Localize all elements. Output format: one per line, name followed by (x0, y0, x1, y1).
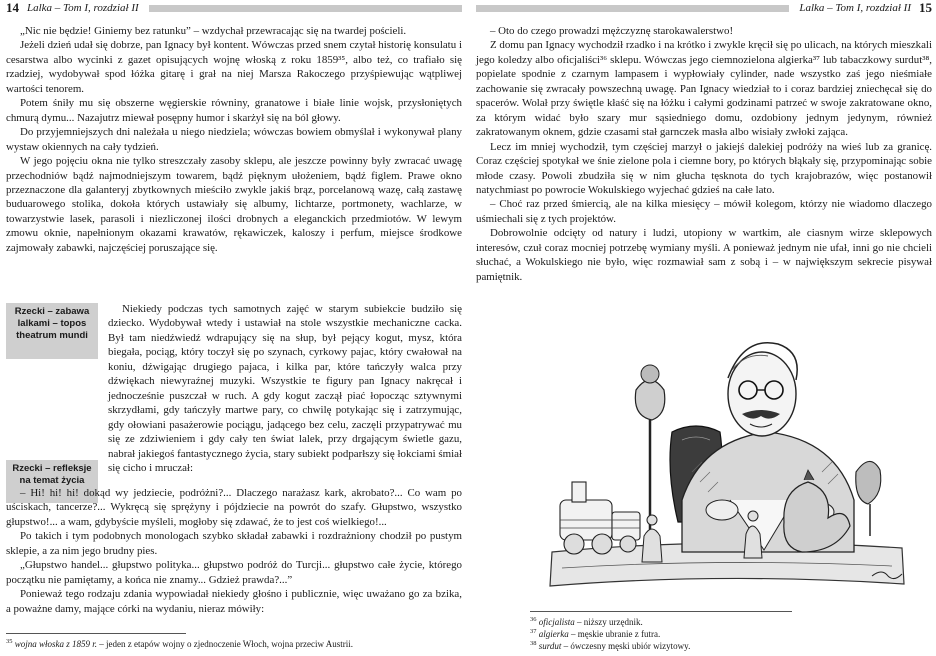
left-body-top (6, 24, 462, 255)
footnotes (530, 616, 930, 652)
paragraph: Z domu pan Ignacy wychodził rzadko i na krótko i zwykle kręcił się po ulicach, na których mieszkali jego koledzy albo oficjaliści³⁶ sklepu. Wówczas jego ciemnozielona algierka³⁷ lub tabaczkowy surdut³⁸, popielate spodnie z czarnym lampasem i wypłowiały cylinder, nade wszystko zaś jego nieśmiałe zachowanie się zwracały powszechną uwagę. Pan Ignacy wiedział to i coraz bardziej zniechęcał się do spacerów. Wolał przy świętle kłaść się na łóżku i całymi godzinami patrzeć w swoje zakratowane okno, za którym widać było szary mur sąsiedniego domu, ozdobiony jednym jedynym, również zakratowanym oknem, gdzie czasami stał garnczek masła albo wisiały zwłoki zająca. (476, 39, 932, 139)
paragraph: – Hi! hi! hi! dokąd wy jedziecie, podróżni?... Dlaczego narażasz kark, akrobato?... Co wam po uściskach, tancerze?... Wykręcą się sprężyny i pójdziecie na powrót do szafy. Głupstwo, wszystko głupstwo!... a wam, gdybyście myśleli, mogłoby się zdawać, że to jest coś wielkiego!... (6, 487, 462, 528)
left-running-head (6, 0, 462, 16)
paragraph: „Głupstwo handel... głupstwo polityka... głupstwo podróż do Turcji... głupstwo całe życie, którego początku nie pamiętamy, a końca nie znamy... Gdzież prawda?...” (6, 559, 462, 586)
paragraph: – Oto do czego prowadzi mężczyznę starokawalerstwo! (490, 25, 734, 37)
paragraph: – Choć raz przed śmiercią, ale na kilka miesięcy – mówił kolegom, którzy nie wiadomo dlaczego uśmiechali się z tych projektów. (476, 198, 932, 225)
footnote-number: 36 (530, 616, 537, 623)
footnote-number: 38 (530, 640, 537, 647)
paragraph: Lecz im mniej wychodził, tym częściej marzył o jakiejś dalekiej podróży na wieś lub za granicę. Coraz częściej spotykał we śnie zielone pola i ciemne bory, po których błąkały się, przypominając sobie młode czasy. Powoli zbudziła się w nim głucha tęsknota do tych krajobrazów, więc postanowił natychmiast po powrocie Wokulskiego wyjechać gdzieś na całe lato. (476, 140, 932, 196)
left-running-title: Lalka – Tom I, rozdział II (27, 2, 139, 14)
footnote-number: 37 (530, 628, 537, 635)
footnote (530, 640, 930, 652)
paragraph: „Nic nie będzie! Giniemy bez ratunku” – wzdychał przewracając się na twardej pościeli. (20, 25, 407, 37)
right-page (468, 0, 936, 656)
paragraph: W jego pojęciu okna nie tylko streszczały zasoby sklepu, ale jeszcze powinny były zwracać uwagę przechodniów bądź najmodniejszym towarem, bądź pięknym ułożeniem, bądź figlem. Prawe okno przeznaczone dla galanteryj zbytkownych mieściło zwykle jakiś brąz, porcelanową wazę, całą zastawę buduarowego stolika, dokoła których ustawiały się albumy, lichtarze, portmonety, wachlarze, w towarzystwie lasek, parasoli i niezliczonej ilości drobnych a eleganckich przedmiotów. W lewym zmowu oknie, napełnionym okazami krawatów, rękawiczek, kaloszy i perfum, miejsce środkowe zajmowały zabawki, najczęściej poruszające się. (6, 155, 462, 254)
right-body (476, 24, 932, 284)
paragraph: Dobrowolnie odcięty od natury i ludzi, utopiony w wartkim, ale ciasnym wirze sklepowych interesów, czuł coraz mocniej potrzebę wymiany myśli. A ponieważ jednym nie ufał, inni go nie chcieli słuchać, a Wokulskiego nie było, więc rozmawiał sam z sobą i – w największym sekrecie pisywał pamiętnik. (476, 227, 932, 283)
left-body-wrapped (108, 302, 462, 475)
footnote (530, 628, 930, 640)
paragraph: Ponieważ tego rodzaju zdania wypowiadał niekiedy głośno i publicznie, więc uważano go za bzika, a poważne damy, mające córki na wydaniu, nieraz mówiły: (6, 588, 462, 615)
right-head-rule (476, 5, 789, 12)
footnote-term: oficjalista (538, 617, 575, 627)
right-running-head (476, 0, 932, 16)
footnote (530, 616, 930, 628)
left-page-number: 14 (6, 0, 19, 15)
paragraph: Po takich i tym podobnych monologach szybko składał zabawki i rozdrażniony chodził po pustym sklepie, a za nim jego brudny pies. (6, 530, 462, 557)
paragraph: Potem śniły mu się obszerne węgierskie równiny, granatowe i białe linie wojsk, przysłoniętych chmurą dymu... Nazajutrz miewał posępny humor i skarżył się na ból głowy. (6, 97, 462, 124)
footnote-rule (6, 633, 186, 634)
paragraph: Jeżeli dzień udał się dobrze, pan Ignacy był kontent. Wówczas przed snem czytał historię konsulatu i cesarstwa albo wycinki z gazet opisujących wojnę włoską z roku 1859³⁵, albo też, co trafiało się rzadziej, wydobywał spod łóżka gitarę i grał na niej Marsza Rakoczego przyśpiewując wątpliwej wartości tenorem. (6, 39, 462, 95)
footnote-term: surdut (538, 641, 562, 651)
paragraph: Niekiedy podczas tych samotnych zajęć w starym subiekcie budziło się dziecko. Wydobywał wtedy i ustawiał na stole wszystkie mechaniczne cacka. Był tam niedźwiedź wdrapujący się na słup, był pejący kogut, mysz, która biegała, pociąg, który toczył się po szynach, cyrkowy pajac, który cwałował na koniu, dźwigając drugiego pajaca, i kilka par, które tańczyły walca przy dźwiękach niewyraźnej muzyki. Wszystkie te figury pan Ignacy nakręcał i jednocześnie puszczał w ruch. A gdy kogut zaczął piać łopocząc sztywnymi skrzydłami, gdy tańczyły martwe pary, co chwilę potykając się i zatrzymując, gdy ołowiani pasażerowie pociągu, jadącego bez celu, zaczęli przypatrywać mu się ze zdziwieniem i gdy cały ten świat lalek, przy drgającym świetle gazu, nabrał jakiegoś fantastycznego życia, stary subiekt podparłszy się łokciami śmiał się cicho i mruczał: (108, 303, 462, 474)
right-page-number: 15 (919, 0, 932, 15)
footnote-text: – niższy urzędnik. (577, 617, 643, 627)
margin-note: Rzecki – refleksje na temat życia (6, 460, 98, 503)
footnote-rule (530, 611, 792, 612)
footnote-term: wojna włoska z 1859 r. (14, 639, 98, 649)
illustration-rzecki-with-toys (532, 322, 912, 600)
footnote-text: – jeden z etapów wojny o zjednoczenie Włoch, wojna przeciw Austrii. (99, 639, 354, 649)
footnote-number: 35 (6, 638, 13, 645)
margin-note: Rzecki – zabawa lalkami – topos theatrum mundi (6, 303, 98, 359)
footnote-term: algierka (538, 629, 569, 639)
paragraph: Do przyjemniejszych dni należała u niego niedziela; wówczas bowiem obmyślał i wykonywał plany wystaw okiennych na cały tydzień. (6, 126, 462, 153)
footnote-text: – ówczesny męski ubiór wizytowy. (563, 641, 691, 651)
footnote-text: – męskie ubranie z futra. (571, 629, 661, 639)
left-head-rule (149, 5, 462, 12)
left-body-bottom (6, 486, 462, 616)
right-running-title: Lalka – Tom I, rozdział II (799, 2, 911, 14)
footnote (6, 638, 462, 650)
